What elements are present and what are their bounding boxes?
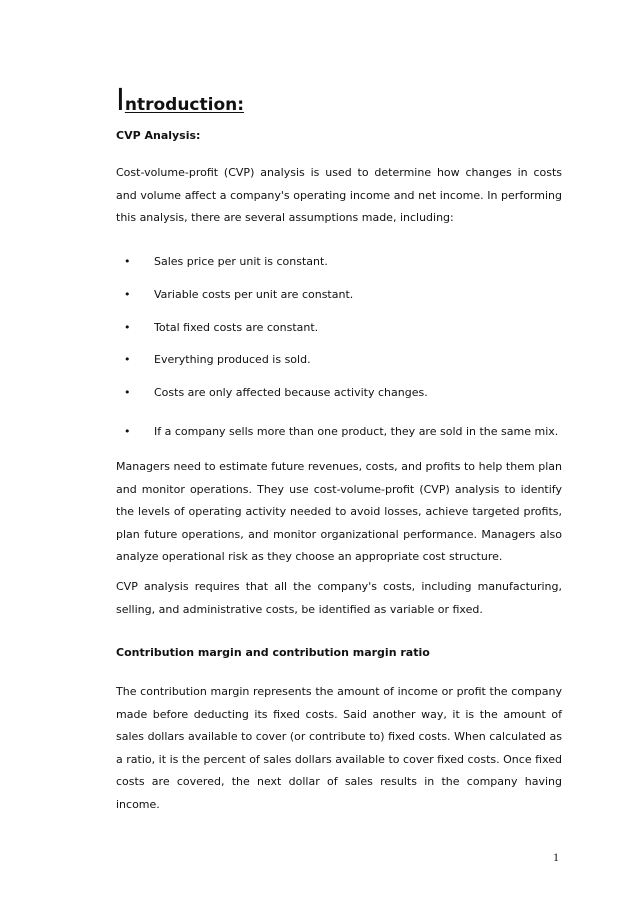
- contribution-paragraph: The contribution margin represents the amount of income or profit the company made before deducting its fixed costs. Said another way, it is the amount of sales dollars available to cover (or contribute to) fixed costs. When calculated as a ratio, it is the percent of sales dollars available to cover fixed costs. Once fixed costs are covered, the next dollar of sales results in the company having income.: [116, 685, 562, 811]
- bullet-icon: •: [124, 386, 131, 399]
- contribution-margin-subheading: Contribution margin and contribution margin ratio: [116, 646, 430, 659]
- cvp-analysis-subheading: CVP Analysis:: [116, 129, 201, 142]
- bullet-icon: •: [124, 255, 131, 268]
- list-item-text: Sales price per unit is constant.: [154, 255, 328, 268]
- bullet-icon: •: [124, 288, 131, 301]
- list-item-text: Total fixed costs are constant.: [154, 321, 319, 334]
- intro-paragraph: Cost-volume-profit (CVP) analysis is used to determine how changes in costs and volume affect a company's operating income and net income. In performing this analysis, there are several assumptions made, including:: [116, 166, 562, 224]
- heading-rest: ntroduction:: [124, 95, 245, 115]
- bullet-icon: •: [124, 353, 131, 366]
- bullet-icon: •: [124, 321, 131, 334]
- list-item-text: If a company sells more than one product, they are sold in the same mix.: [154, 425, 559, 438]
- page-heading: [116, 80, 244, 118]
- list-item-text: Costs are only affected because activity changes.: [154, 386, 428, 399]
- heading-initial: I: [116, 83, 125, 118]
- list-item-text: Variable costs per unit are constant.: [154, 288, 354, 301]
- requirements-paragraph: CVP analysis requires that all the company's costs, including manufacturing, selling, and administrative costs, be identified as variable or fixed.: [116, 580, 562, 616]
- managers-paragraph: Managers need to estimate future revenues, costs, and profits to help them plan and monitor operations. They use cost-volume-profit (CVP) analysis to identify the levels of operating activity needed to avoid losses, achieve targeted profits, plan future operations, and monitor organizational performance. Managers also analyze operational risk as they choose an appropriate cost structure.: [116, 460, 562, 563]
- list-item-text: Everything produced is sold.: [154, 353, 311, 366]
- page-number: 1: [553, 850, 559, 864]
- bullet-icon: •: [124, 425, 131, 438]
